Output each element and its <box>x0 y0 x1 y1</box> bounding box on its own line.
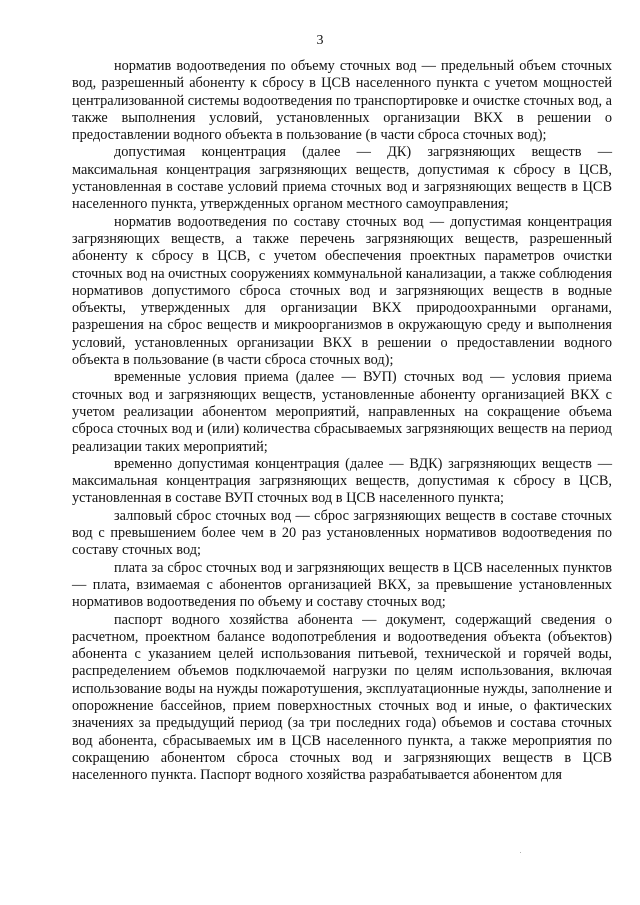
paragraph-discharge-fee: плата за сброс сточных вод и загрязняющих веществ в ЦСВ населенных пунктов — плата, взимаемая с абонентов организацией ВКХ, за превышение установленных нормативов водоотведения по объему и составу сточных вод; <box>72 559 612 611</box>
paragraph-vdk-definition: временно допустимая концентрация (далее — ВДК) загрязняющих веществ — максимальная концентрация загрязняющих веществ, допустимая к сбросу в ЦСВ, установленная в составе ВУП сточных вод в ЦСВ населенного пункта; <box>72 455 612 507</box>
paragraph-salvo-discharge: залповый сброс сточных вод — сброс загрязняющих веществ в составе сточных вод с превышением более чем в 20 раз установленных нормативов водоотведения по составу сточных вод; <box>72 507 612 559</box>
paragraph-vup-definition: временные условия приема (далее — ВУП) сточных вод — условия приема сточных вод и загрязняющих веществ, установленные абоненту организацией ВКХ с учетом реализации абонентом мероприятий, направленных на сокращение объема сброса сточных вод и (или) количества сбрасываемых загрязняющих веществ на период реализации таких мероприятий; <box>72 369 612 455</box>
paragraph-dk-definition: допустимая концентрация (далее — ДК) загрязняющих веществ — максимальная концентрация загрязняющих веществ, допустимая к сбросу в ЦСВ, установленная в составе условий приема сточных вод и загрязняющих веществ в ЦСВ населенного пункта, утвержденных органом местного самоуправления; <box>72 144 612 213</box>
paragraph-volume-norm: норматив водоотведения по объему сточных вод — предельный объем сточных вод, разрешенный абоненту к сбросу в ЦСВ населенного пункта с учетом мощностей централизованной системы водоотведения по транспортировке и очистке сточных вод, а также выполнения условий, установленных организации ВКХ в решении о предоставлении водного объекта в пользование (в части сброса сточных вод); <box>72 58 612 144</box>
paragraph-water-passport: паспорт водного хозяйства абонента — документ, содержащий сведения о расчетном, проектном балансе водопотребления и водоотведения объекта (объектов) абонента с указанием целей использования питьевой, технической и горячей воды, распределением объемов подключаемой нагрузки по целям использования, включая использование воды на нужды пожаротушения, эксплуатационные нужды, заполнение и опорожнение бассейнов, прием поверхностных сточных вод и иные, о фактических значениях за предыдущий период (за три последних года) объемов и состава сточных вод абонента, сбрасываемых им в ЦСВ населенного пункта, а также мероприятия по сокращению абонентом сброса сточных вод и загрязняющих веществ в ЦСВ населенного пункта. Паспорт водного хозяйства разрабатывается абонентом для <box>72 611 612 784</box>
paragraph-composition-norm: норматив водоотведения по составу сточных вод — допустимая концентрация загрязняющих веществ, а также перечень загрязняющих веществ, разрешенный абоненту к сбросу в ЦСВ, с учетом обеспечения проектных параметров очистки сточных вод на очистных сооружениях коммунальной канализации, а также соблюдения нормативов допустимого сброса сточных вод и загрязняющих веществ в водные объекты, утвержденных для организации ВКХ природоохранными органами, разрешения на сброс веществ и микроорганизмов в окружающую среду и выполнения условий, установленных организации ВКХ в решении о предоставлении водного объекта в пользование (в части сброса сточных вод); <box>72 213 613 369</box>
page-number: 3 <box>316 33 324 48</box>
scan-speck <box>520 852 521 853</box>
document-body <box>72 58 612 784</box>
